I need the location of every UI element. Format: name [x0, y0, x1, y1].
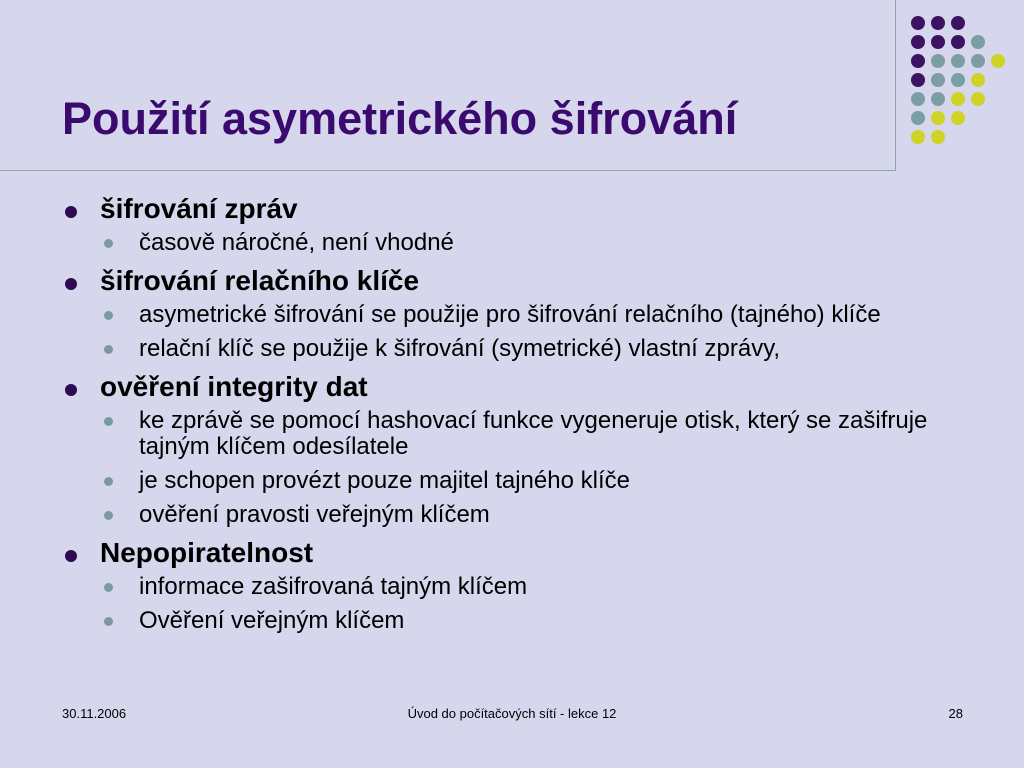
decor-dot — [911, 111, 925, 125]
decor-dot — [931, 111, 945, 125]
decor-dot — [911, 16, 925, 30]
bullet-data-integrity: ověření integrity dat — [62, 370, 982, 404]
decor-dot — [931, 35, 945, 49]
decor-dot — [971, 73, 985, 87]
bullet-non-repudiation: Nepopiratelnost — [62, 536, 982, 570]
slide-title: Použití asymetrického šifrování — [62, 93, 738, 144]
sub-bullet: časově náročné, není vhodné — [62, 230, 959, 256]
decor-dot — [931, 73, 945, 87]
decor-dot — [951, 54, 965, 68]
decor-dot — [931, 130, 945, 144]
decor-dot — [911, 73, 925, 87]
decor-dot — [911, 130, 925, 144]
footer-date: 30.11.2006 — [62, 706, 127, 721]
sub-bullet: Ověření veřejným klíčem — [62, 608, 959, 634]
decor-dot — [931, 92, 945, 106]
decor-dot — [951, 35, 965, 49]
title-underline — [0, 170, 896, 171]
footer-course: Úvod do počítačových sítí - lekce 12 — [407, 706, 617, 721]
decor-dot — [991, 54, 1005, 68]
decor-dot — [911, 92, 925, 106]
sub-bullet: informace zašifrovaná tajným klíčem — [62, 574, 959, 600]
sub-bullet: asymetrické šifrování se použije pro šifrování relačního (tajného) klíče — [62, 302, 959, 328]
title-frame-vertical — [895, 0, 896, 171]
decor-dot — [911, 54, 925, 68]
decor-dot — [951, 16, 965, 30]
bullet-session-key: šifrování relačního klíče — [62, 264, 982, 298]
decor-dot — [911, 35, 925, 49]
decor-dot — [971, 35, 985, 49]
sub-bullet: relační klíč se použije k šifrování (symetrické) vlastní zprávy, — [62, 336, 959, 362]
decor-dot — [971, 92, 985, 106]
decor-dot — [951, 73, 965, 87]
sub-bullet: ke zprávě se pomocí hashovací funkce vygeneruje otisk, který se zašifruje tajným klíčem odesílatele — [62, 408, 959, 460]
decor-dot — [951, 92, 965, 106]
footer-page-number: 28 — [948, 706, 963, 721]
sub-bullet: je schopen provézt pouze majitel tajného klíče — [62, 468, 959, 494]
decor-dot — [971, 54, 985, 68]
decorative-dots — [0, 0, 1024, 170]
slide-content — [62, 192, 982, 642]
decor-dot — [951, 111, 965, 125]
sub-bullet: ověření pravosti veřejným klíčem — [62, 502, 959, 528]
decor-dot — [931, 16, 945, 30]
bullet-encrypting-messages: šifrování zpráv — [62, 192, 982, 226]
decor-dot — [931, 54, 945, 68]
